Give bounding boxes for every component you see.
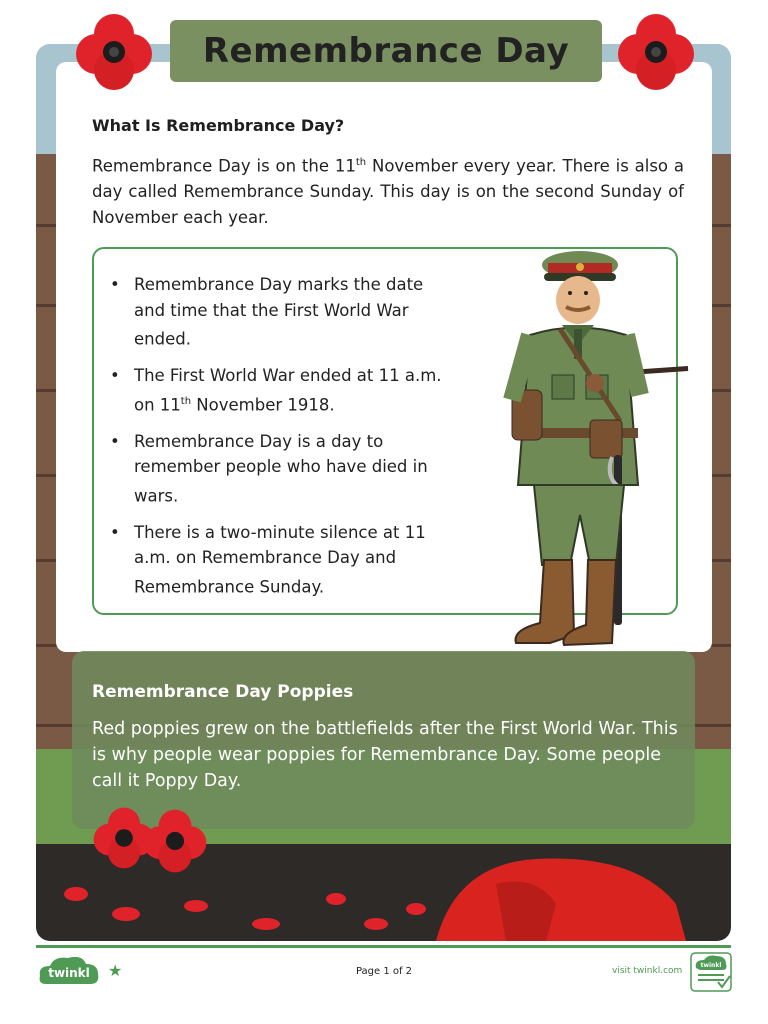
- list-item: • There is a two-minute silence at 11 a.m. on Remembrance Day and Remembrance Sunday.: [108, 520, 453, 600]
- list-item: • The First World War ended at 11 a.m. on 11th November 1918.: [108, 363, 453, 418]
- page-number: Page 1 of 2: [355, 966, 413, 977]
- list-item: • Remembrance Day marks the date and time that the First World War ended.: [108, 272, 453, 352]
- poppy-icon: [616, 12, 696, 92]
- intro-heading: What Is Remembrance Day?: [92, 116, 345, 135]
- facts-list: [108, 272, 453, 611]
- visit-link[interactable]: visit twinkl.com: [612, 966, 683, 976]
- quality-badge: [690, 952, 732, 992]
- soldier-illustration: [500, 225, 700, 660]
- poppies-text: Red poppies grew on the battlefields after the First World War. This is why people wear poppies for Remembrance Day. Some people call it Poppy Day.: [92, 719, 678, 791]
- footer-divider: [36, 945, 731, 948]
- star-icon: ★: [108, 961, 123, 980]
- page-title: Remembrance Day: [202, 31, 570, 71]
- intro-text: Remembrance Day is on the 11th November every year. There is also a day called Remembrance Sunday. This day is on the second Sunday of November each year.: [92, 156, 684, 227]
- svg-text:twinkl: twinkl: [48, 966, 90, 980]
- poppies-heading: Remembrance Day Poppies: [92, 682, 354, 702]
- svg-text:twinkl: twinkl: [700, 962, 722, 969]
- list-item: • Remembrance Day is a day to remember people who have died in wars.: [108, 429, 453, 509]
- title-banner: [170, 20, 602, 82]
- poppy-icon: [142, 808, 208, 874]
- poppy-icon: [74, 12, 154, 92]
